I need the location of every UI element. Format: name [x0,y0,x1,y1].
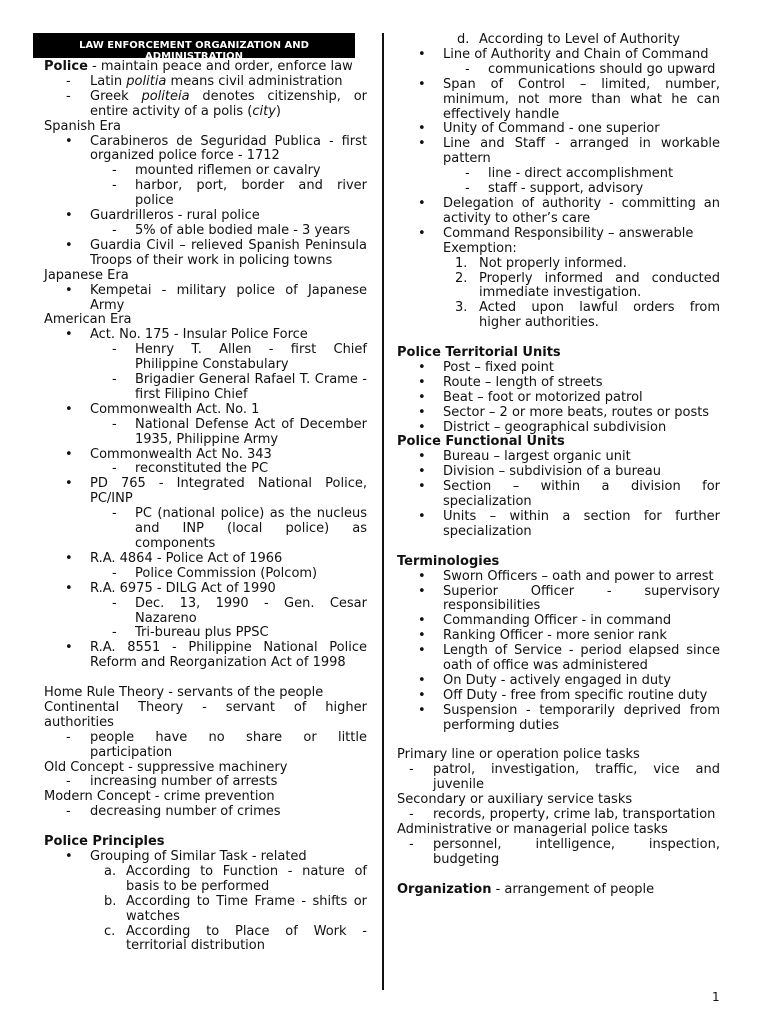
list-text: Commonwealth Act No. 343 [90,446,272,462]
bullet-marker: • [418,121,426,137]
list-item [44,328,367,343]
bullet-marker: • [418,687,426,703]
dash-marker: - [112,163,117,179]
list-text: Division – subdivision of a bureau [443,464,661,480]
list-text: patrol, investigation, traffic, vice and juvenile [433,762,720,793]
dash-marker: - [66,774,71,790]
list-item [397,421,720,436]
list-item [44,597,367,627]
list-item [44,626,367,641]
list-text: Brigadier General Rafael T. Crame - first Filipino Chief [135,372,367,402]
bullet-marker: • [65,401,73,417]
police-def: - maintain peace and order, enforce law [87,59,353,74]
list-text: Guardrilleros - rural police [90,208,260,224]
list-text: Section – within a division for specialization [443,479,720,510]
dash-marker: - [409,807,414,823]
list-item [44,403,367,418]
dash-marker: - [112,342,117,358]
list-item [44,179,367,209]
list-text: Carabineros de Seguridad Publica - first organized police force - 1712 [90,133,367,164]
list-item [44,135,367,165]
list-text: Length of Service - period elapsed since oath of office was administered [443,643,720,674]
list-item [397,197,720,227]
list-item [44,239,367,269]
dash-marker: - [465,61,470,77]
list-item [44,477,367,507]
organization-def: - arrangement of people [491,881,655,897]
list-text: Span of Control – limited, number, minimum, not more than what he can effectively handle [443,76,720,122]
list-text: According to Function - nature of basis to be performed [126,863,367,894]
list-item [397,122,720,137]
list-item [397,376,720,391]
page-number: 1 [712,990,720,1004]
banner-title: LAW ENFORCEMENT ORGANIZATION AND ADMINISTRATION [79,40,309,58]
list-item [397,182,720,197]
list-item [397,137,720,167]
section-heading: Police Functional Units [397,434,565,450]
list-text: According to Time Frame - shifts or watches [126,893,367,924]
list-text: Properly informed and conducted immediate investigation. [479,270,720,301]
list-text: personnel, intelligence, inspection, budgeting [433,836,720,867]
bullet-marker: • [418,613,426,629]
list-text: Suspension - temporarily deprived from performing duties [443,702,720,733]
column-divider [382,33,384,990]
bullet-marker: • [65,446,73,462]
list-text: communications should go upward [488,61,716,77]
bullet-marker: • [65,849,73,864]
list-item [44,90,367,120]
list-item [397,406,720,421]
section-heading: Police Territorial Units [397,345,561,361]
exemption-label: Exemption: [443,240,517,256]
bullet-marker: • [65,550,73,566]
bullet-marker: • [418,374,426,390]
bullet-marker: • [418,583,426,599]
task-category: Administrative or managerial police tasks [397,821,668,837]
list-item [44,343,367,373]
list-text: staff - support, advisory [488,181,644,197]
list-item [397,689,720,704]
greek-item: Greek politeia denotes citizenship, or entire activity of a polis (city) [90,88,368,119]
bullet-marker: • [65,282,73,298]
list-text: PC (national police) as the nucleus and INP (local police) as components [135,506,367,551]
list-item [44,373,367,403]
letter-marker: b. [104,893,117,909]
list-item [44,895,367,925]
list-text: mounted riflemen or cavalry [135,163,321,179]
list-text: Grouping of Similar Task - related [90,849,307,864]
era-heading: Japanese Era [44,267,129,283]
list-text: Kempetai - military police of Japanese Army [90,282,367,313]
dash-marker: - [66,804,71,820]
list-text: According to Place of Work - territorial distribution [126,923,367,954]
bullet-marker: • [418,464,426,480]
bullet-marker: • [418,404,426,420]
police-definition [44,60,367,75]
continental-theory: Continental Theory - servant of higher authorities [44,699,367,730]
list-item [44,75,367,90]
dash-marker: - [66,73,71,89]
dash-marker: - [112,372,117,388]
bullet-marker: • [65,208,73,224]
list-text: National Defense Act of December 1935, Philippine Army [135,416,367,447]
list-text: Commonwealth Act. No. 1 [90,401,260,417]
list-text: Act. No. 175 - Insular Police Force [90,327,308,343]
organization-term: Organization [397,881,492,897]
list-text: Ranking Officer - more senior rank [443,628,667,644]
bullet-marker: • [65,476,73,492]
list-item [44,641,367,671]
list-text: people have no share or little participation [90,729,367,760]
list-item [397,704,720,734]
list-text: Police Commission (Polcom) [135,565,318,581]
list-item [397,257,720,272]
section-heading: Terminologies [397,553,500,569]
list-item [397,570,720,585]
list-item [397,614,720,629]
list-text: line - direct accomplishment [488,166,674,182]
bullet-marker: • [418,568,426,584]
list-text: Acted upon lawful orders from higher authorities. [479,300,720,331]
list-item [397,272,720,302]
bullet-marker: • [65,237,73,253]
list-text: Dec. 13, 1990 - Gen. Cesar Nazareno [135,595,367,626]
dash-marker: - [66,729,71,745]
list-item [397,33,720,48]
bullet-marker: • [418,225,426,241]
list-item [397,763,720,793]
bullet-marker: • [418,628,426,644]
list-text: Sector – 2 or more beats, routes or posts [443,404,710,420]
dash-marker: - [112,595,117,611]
list-item [397,808,720,823]
list-item [397,391,720,406]
bullet-marker: • [418,508,426,524]
dash-marker: - [409,836,414,852]
task-category: Secondary or auxiliary service tasks [397,792,633,808]
list-item [397,167,720,182]
list-item [397,480,720,510]
dash-marker: - [112,222,117,238]
list-item [44,865,367,895]
bullet-marker: • [418,76,426,92]
list-text: decreasing number of crimes [90,804,281,820]
list-text: Command Responsibility – answerable [443,225,694,241]
list-item [397,465,720,480]
list-item [44,462,367,477]
list-item [397,48,720,63]
bullet-marker: • [65,327,73,343]
bullet-marker: • [418,136,426,152]
letter-marker: c. [104,923,116,939]
list-item [44,775,367,790]
list-text: Bureau – largest organic unit [443,449,631,465]
bullet-marker: • [418,195,426,211]
list-text: Tri-bureau plus PPSC [135,625,269,641]
list-text: Commanding Officer - in command [443,613,672,629]
left-column [44,30,367,954]
list-text: records, property, crime lab, transportation [433,807,716,823]
list-item [397,78,720,123]
list-text: reconstituted the PC [135,461,269,477]
list-text: Unity of Command - one superior [443,121,660,137]
list-item [397,63,720,78]
dash-marker: - [112,625,117,641]
bullet-marker: • [418,449,426,465]
list-item [44,925,367,955]
dash-marker: - [409,762,414,778]
list-item [397,301,720,331]
task-category: Primary line or operation police tasks [397,747,640,763]
list-text: Route – length of streets [443,374,603,390]
dash-marker: - [112,506,117,522]
list-text: Guardia Civil – relieved Spanish Peninsula Troops of their work in policing towns [90,237,367,268]
list-text: Superior Officer - supervisory responsibilities [443,583,720,614]
list-text: Units – within a section for further specialization [443,508,720,539]
number-marker: 1. [455,255,468,271]
number-marker: 2. [455,270,468,286]
organization-definition [397,883,720,898]
police-term: Police [44,59,88,74]
dash-marker: - [66,88,71,104]
latin-item: Latin politia means civil administration [90,73,343,89]
list-text: District – geographical subdivision [443,419,667,435]
list-item [44,850,367,865]
list-text: increasing number of arrests [90,774,278,790]
list-item [397,674,720,689]
bullet-marker: • [418,389,426,405]
list-item [44,224,367,239]
list-text: R.A. 8551 - Philippine National Police Reform and Reorganization Act of 1998 [90,640,367,671]
list-text: harbor, port, border and river police [135,178,367,209]
bullet-marker: • [418,479,426,495]
number-marker: 3. [455,300,468,316]
list-text: Beat – foot or motorized patrol [443,389,643,405]
list-item [44,805,367,820]
letter-marker: a. [104,863,117,879]
bullet-marker: • [418,643,426,659]
dash-marker: - [465,166,470,182]
bullet-marker: • [65,133,73,149]
dash-marker: - [465,181,470,197]
list-text: According to Level of Authority [479,32,680,47]
bullet-marker: • [418,46,426,62]
list-item [397,227,720,242]
list-item [397,450,720,465]
modern-concept: Modern Concept - crime prevention [44,789,275,805]
list-item [397,644,720,674]
right-column [397,30,720,898]
list-text: On Duty - actively engaged in duty [443,672,671,688]
era-heading: American Era [44,312,132,328]
list-text: Off Duty - free from specific routine duty [443,687,708,703]
dash-marker: - [112,461,117,477]
bullet-marker: • [418,419,426,435]
list-item [44,164,367,179]
list-text: Not properly informed. [479,255,627,271]
letter-marker: d. [457,32,470,47]
list-text: Line of Authority and Chain of Command [443,46,709,62]
list-item [397,838,720,868]
dash-marker: - [112,178,117,194]
section-heading: Police Principles [44,834,165,850]
list-text: Delegation of authority - committing an activity to other’s care [443,195,720,226]
list-item [397,510,720,540]
dash-marker: - [112,565,117,581]
bullet-marker: • [418,702,426,718]
home-rule-theory: Home Rule Theory - servants of the people [44,685,324,701]
list-item [44,209,367,224]
list-text: R.A. 6975 - DILG Act of 1990 [90,580,276,596]
bullet-marker: • [65,640,73,656]
list-text: Line and Staff - arranged in workable pattern [443,136,720,167]
list-item [44,448,367,463]
list-item [44,567,367,582]
list-item [44,552,367,567]
dash-marker: - [112,416,117,432]
list-item [44,731,367,761]
list-text: Sworn Officers – oath and power to arrest [443,568,714,584]
list-item [44,418,367,448]
list-text: R.A. 4864 - Police Act of 1966 [90,550,283,566]
list-item [44,582,367,597]
bullet-marker: • [418,672,426,688]
list-item [44,507,367,552]
list-text: Post – fixed point [443,359,554,375]
list-item [397,585,720,615]
list-text: 5% of able bodied male - 3 years [135,222,351,238]
list-text: PD 765 - Integrated National Police, PC/INP [90,476,367,507]
bullet-marker: • [65,580,73,596]
old-concept: Old Concept - suppressive machinery [44,759,288,775]
list-item [397,361,720,376]
list-item [397,629,720,644]
bullet-marker: • [418,359,426,375]
list-item [44,284,367,314]
era-heading: Spanish Era [44,118,121,134]
list-text: Henry T. Allen - first Chief Philippine Constabulary [135,342,367,373]
